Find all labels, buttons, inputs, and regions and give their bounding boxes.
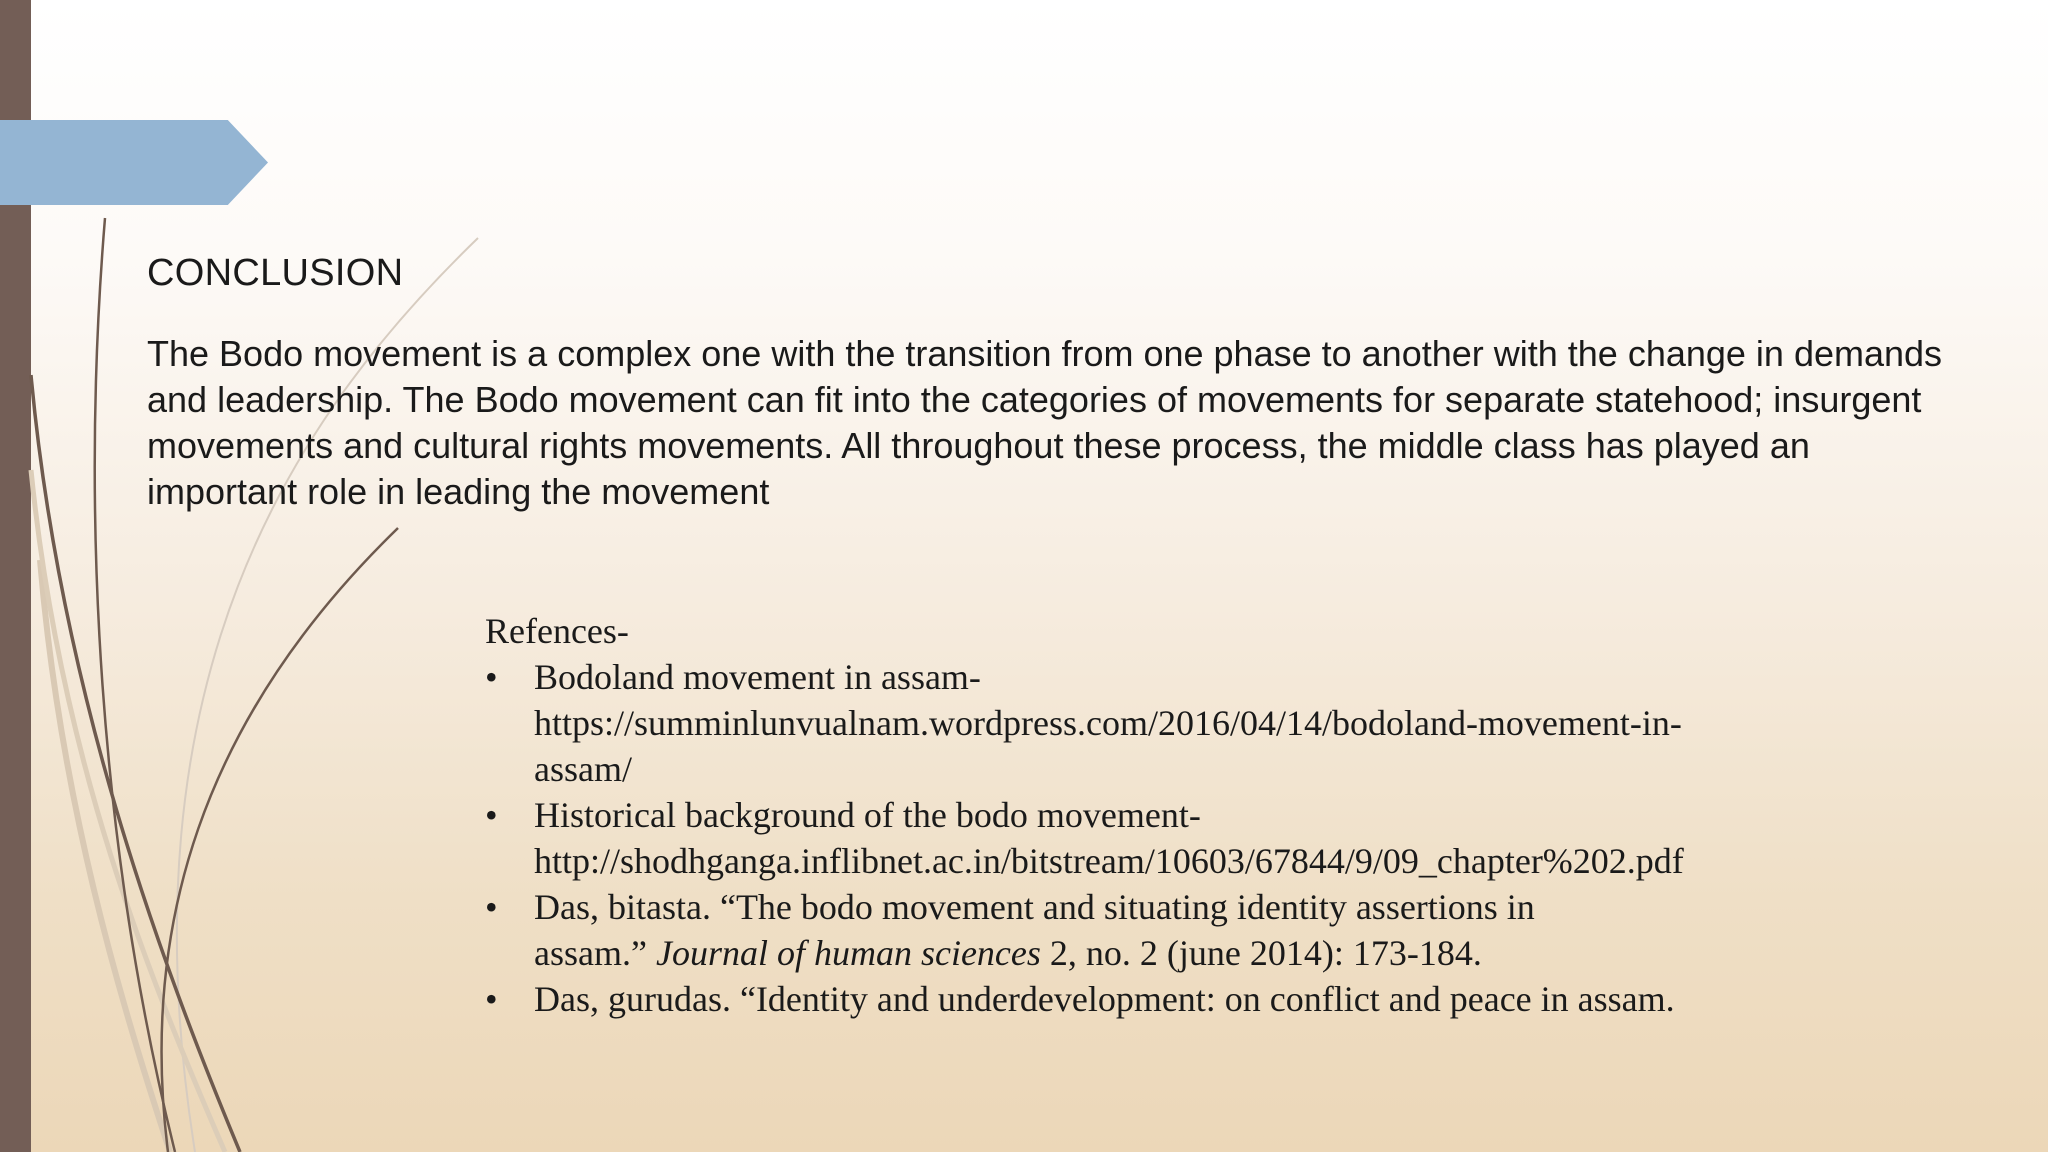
swoosh-line-dark-3 [162,528,398,1152]
references-title: Refences- [485,611,629,651]
citation-pre: assam.” [534,933,656,973]
bullet-icon: • [485,657,498,697]
bullet-icon: • [485,887,498,927]
references-list [485,654,1885,1022]
reference-item [485,654,1885,792]
reference-citation-cont [534,930,1885,976]
journal-title: Journal of human sciences [655,933,1041,973]
reference-url: http://shodhganga.inflibnet.ac.in/bitstream/10603/67844/9/09_chapter%202.pdf [534,841,1684,881]
reference-item [485,884,1885,976]
reference-item [485,976,1885,1022]
reference-title: Historical background of the bodo movement- [534,795,1201,835]
reference-url: https://summinlunvualnam.wordpress.com/2016/04/14/bodoland-movement-in- [534,703,1682,743]
reference-url-cont: assam/ [534,749,632,789]
reference-title: Bodoland movement in assam- [534,657,981,697]
slide-heading: CONCLUSION [147,252,404,294]
reference-citation: Das, bitasta. “The bodo movement and situating identity assertions in [534,887,1535,927]
bullet-icon: • [485,979,498,1019]
bullet-icon: • [485,795,498,835]
citation-post: 2, no. 2 (june 2014): 173-184. [1040,933,1482,973]
references-section [485,608,1885,1022]
reference-item [485,792,1885,884]
title-arrow-tab [0,120,268,205]
conclusion-paragraph: The Bodo movement is a complex one with the transition from one phase to another with the change in demands and leadership. The Bodo movement can fit into the categories of movements for separate statehood; insurgent movements and cultural rights movements. All throughout these process, the middle class has played an important role in leading the movement [147,333,1943,512]
reference-citation: Das, gurudas. “Identity and underdevelopment: on conflict and peace in assam. [534,979,1675,1019]
